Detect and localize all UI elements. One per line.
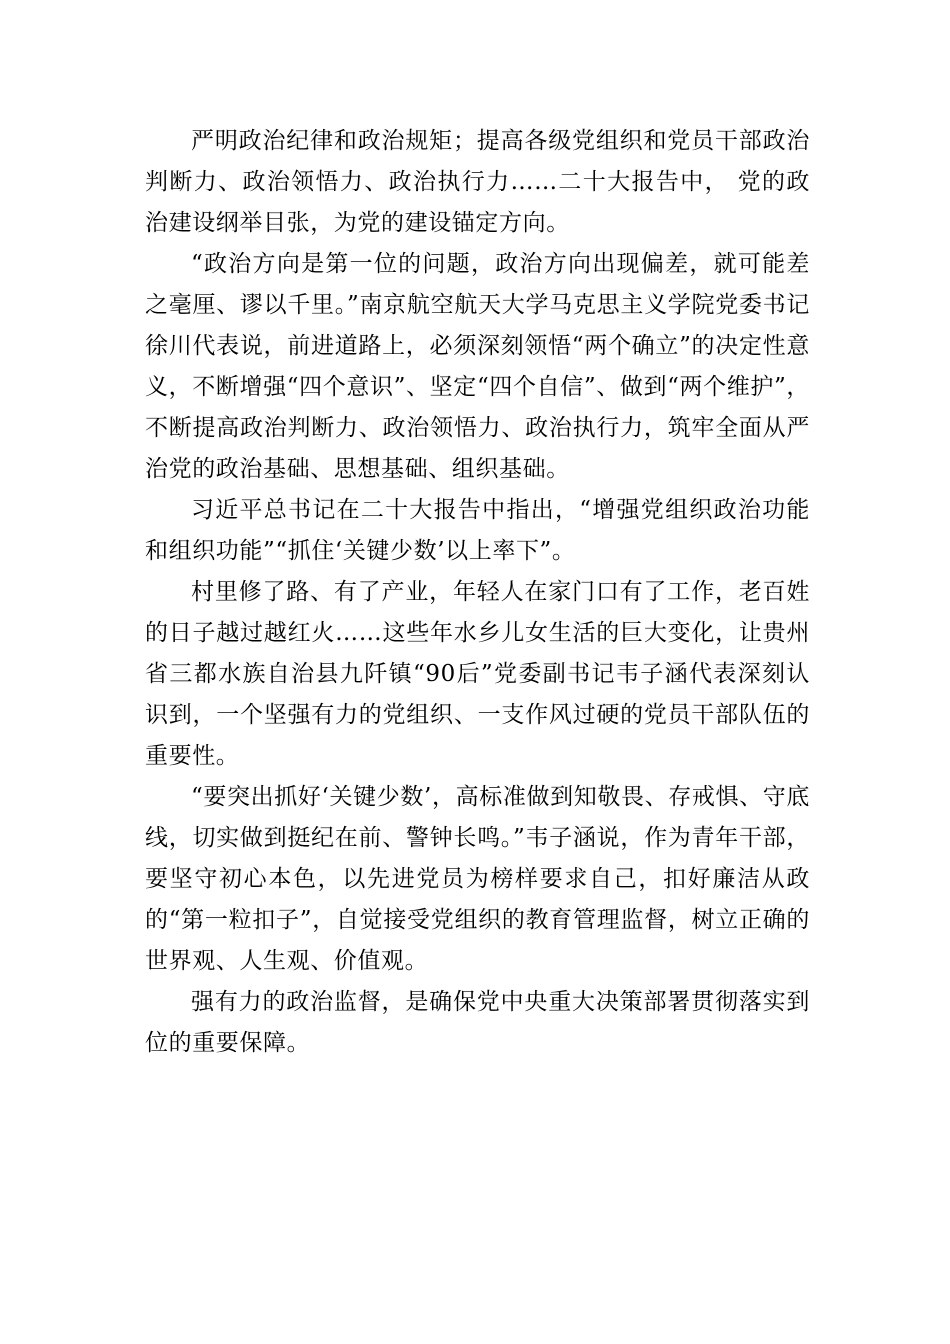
- paragraph-1: 严明政治纪律和政治规矩；提高各级党组织和党员干部政治判断力、政治领悟力、政治执行力……二十大报告中， 党的政治建设纲举目张，为党的建设锚定方向。: [145, 128, 810, 236]
- paragraph-3: 习近平总书记在二十大报告中指出，“增强党组织政治功能和组织功能”“抓住‘关键少数’以上率下”。: [145, 497, 810, 564]
- paragraph-5: “要突出抓好‘关键少数’，高标准做到知敬畏、存戒惧、守底线，切实做到挺纪在前、警钟长鸣。”韦子涵说，作为青年干部，要坚守初心本色，以先进党员为榜样要求自己，扣好廉洁从政的“第一粒扣子”，自觉接受党组织的教育管理监督，树立正确的世界观、人生观、价值观。: [145, 784, 810, 974]
- article-body: [145, 121, 810, 1064]
- paragraph-4: 村里修了路、有了产业，年轻人在家门口有了工作，老百姓的日子越过越红火……这些年水乡儿女生活的巨大变化，让贵州省三都水族自治县九阡镇“90后”党委副书记韦子涵代表深刻认识到，一个坚强有力的党组织、一支作风过硬的党员干部队伍的重要性。: [145, 579, 810, 769]
- paragraph-2: “政治方向是第一位的问题，政治方向出现偏差，就可能差之毫厘、谬以千里。”南京航空航天大学马克思主义学院党委书记徐川代表说，前进道路上，必须深刻领悟“两个确立”的决定性意义，不断增强“四个意识”、坚定“四个自信”、做到“两个维护”，不断提高政治判断力、政治领悟力、政治执行力，筑牢全面从严治党的政治基础、思想基础、组织基础。: [145, 251, 810, 482]
- paragraph-6: 强有力的政治监督，是确保党中央重大决策部署贯彻落实到位的重要保障。: [145, 989, 810, 1056]
